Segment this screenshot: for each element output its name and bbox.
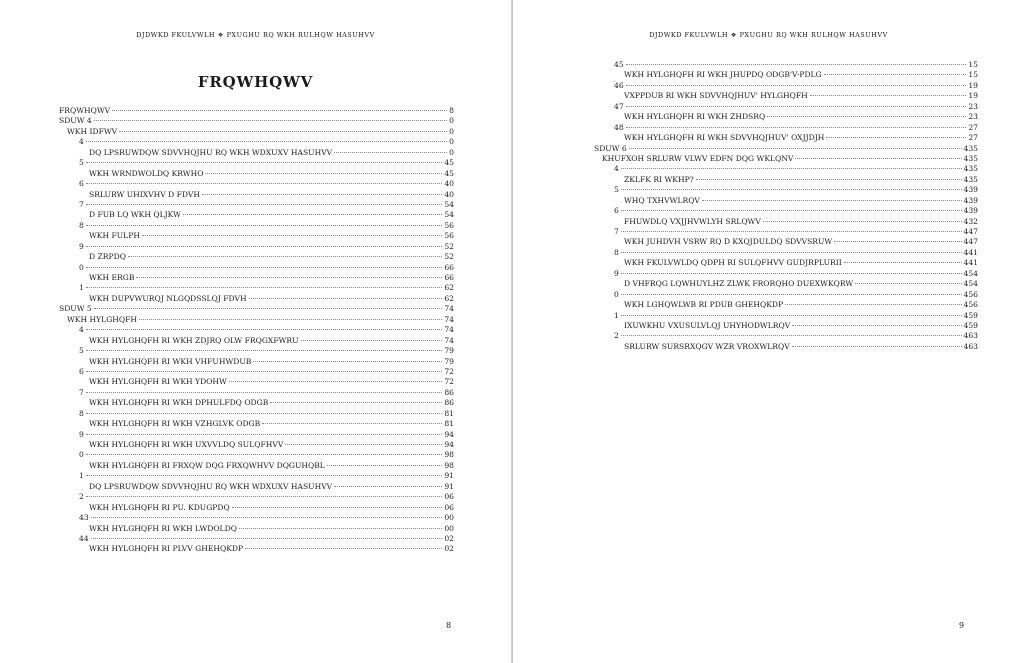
toc-entry[interactable]: [59, 430, 454, 440]
toc-entry[interactable]: [59, 524, 454, 534]
toc-entry-page: 23: [968, 112, 978, 122]
toc-entry[interactable]: [59, 116, 454, 126]
toc-entry-page: 86: [444, 387, 454, 397]
dot-leader: [86, 349, 442, 351]
dot-leader: [826, 136, 966, 138]
toc-entry-title: WKH HYLGHQFH RI WKH VZHGLVK ODGB: [89, 419, 261, 429]
toc-entry[interactable]: [594, 185, 978, 195]
dot-leader: [621, 209, 962, 211]
toc-entry-title: 4: [614, 164, 619, 174]
dot-leader: [86, 474, 442, 476]
toc-entry-page: 435: [963, 153, 978, 163]
dot-leader: [136, 276, 442, 278]
toc-entry-page: 15: [968, 70, 978, 80]
toc-entry[interactable]: [59, 325, 454, 335]
toc-entry-title: 43: [79, 513, 89, 523]
toc-entry-title: ZKLFK RI WKHP?: [624, 174, 694, 184]
toc-entry[interactable]: [59, 419, 454, 429]
toc-entry[interactable]: [59, 513, 454, 523]
toc-entry-page: 19: [968, 91, 978, 101]
toc-entry-title: WKH HYLGHQFH RI WKH UXVVLDQ SULQFHVV: [89, 440, 284, 449]
toc-entry-title: WKH DUPVWURQJ NLGQDSSLQJ FDVH: [89, 293, 247, 303]
toc-entry-title: 7: [79, 199, 84, 209]
dot-leader: [621, 167, 962, 169]
dot-leader: [86, 266, 442, 268]
toc-entry-title: WKH HYLGHQFH RI WKH VHFUHWDUB: [89, 356, 252, 366]
dot-leader: [763, 220, 962, 222]
dot-leader: [239, 527, 442, 529]
dot-leader: [94, 307, 443, 309]
toc-entry-page: 45: [444, 168, 454, 178]
toc-entry[interactable]: [59, 336, 454, 346]
toc-entry-page: 435: [963, 164, 978, 174]
toc-entry-page: 74: [444, 325, 454, 335]
dot-leader: [86, 495, 442, 497]
dot-leader: [119, 130, 447, 132]
toc-entry-page: 94: [444, 440, 454, 449]
dot-leader: [621, 272, 962, 274]
toc-entry-title: SRLURW UHIXVHV D FDVH: [89, 189, 200, 199]
toc-entry-page: 79: [444, 346, 454, 356]
toc-entry-page: 74: [444, 304, 454, 314]
toc-entry-title: WKH HYLGHQFH RI WKH ZHDSRQ: [624, 112, 766, 122]
toc-entry-page: 27: [968, 122, 978, 132]
toc-entry-page: 62: [444, 283, 454, 293]
toc-entry-page: 79: [444, 356, 454, 366]
dot-leader: [183, 213, 442, 215]
toc-entry[interactable]: [59, 409, 454, 419]
toc-entry[interactable]: [59, 315, 454, 325]
running-header: [513, 31, 1024, 39]
toc-entry[interactable]: [594, 81, 978, 91]
toc-entry-title: 8: [79, 220, 84, 230]
dot-leader: [792, 324, 961, 326]
dot-leader: [86, 328, 442, 330]
toc-entry-title: 6: [79, 366, 84, 376]
ornament-icon: ❖: [217, 31, 224, 39]
toc-entry[interactable]: [594, 70, 978, 80]
dot-leader: [621, 314, 962, 316]
toc-entry-title: WKH HYLGHQFH RI WKH DPHULFDQ ODGB: [89, 398, 269, 408]
dot-leader: [245, 547, 442, 549]
dot-leader: [139, 318, 442, 320]
toc-entry-page: 86: [444, 398, 454, 408]
toc-entry-title: DQ LPSRUWDQW SDVVHQJHU RQ WKH WDXUXV HASUHVV: [89, 147, 333, 157]
header-author: DJDWKD FKULVWLH: [649, 31, 729, 39]
toc-entry[interactable]: [594, 237, 978, 247]
toc-entry-page: 52: [444, 241, 454, 251]
dot-leader: [86, 370, 442, 372]
toc-entry[interactable]: [594, 164, 978, 174]
toc-entry-title: D FUB LQ WKH QLJKW: [89, 210, 181, 220]
header-author: DJDWKD FKULVWLH: [136, 31, 216, 39]
toc-entry[interactable]: [59, 210, 454, 220]
toc-entry[interactable]: [594, 123, 978, 133]
toc-entry-title: SDUW 6: [594, 143, 627, 153]
toc-entry[interactable]: [594, 175, 978, 185]
dot-leader: [94, 119, 447, 121]
toc-entry-page: 74: [444, 335, 454, 345]
toc-entry-page: 98: [444, 450, 454, 460]
toc-entry-title: 1: [79, 283, 84, 293]
toc-entry-page: 66: [444, 273, 454, 282]
toc-entry[interactable]: [59, 377, 454, 387]
toc-entry[interactable]: [59, 221, 454, 231]
toc-entry-page: 94: [444, 429, 454, 439]
dot-leader: [91, 537, 443, 539]
right-page: [513, 0, 1024, 663]
toc-entry[interactable]: [59, 482, 454, 492]
toc-entry-title: WKH HYLGHQFH RI WKH ZDJRQ OLW FRQGXFWRU: [89, 335, 299, 345]
toc-entry-title: WKH FULPH: [89, 231, 140, 241]
toc-entry[interactable]: [594, 217, 978, 227]
toc-entry-page: 439: [963, 206, 978, 216]
toc-entry[interactable]: [59, 242, 454, 252]
toc-entry-page: 441: [963, 258, 978, 268]
dot-leader: [112, 109, 447, 111]
toc-entry[interactable]: [594, 279, 978, 289]
dot-leader: [262, 422, 442, 424]
toc-list: [59, 106, 454, 555]
toc-entry[interactable]: [59, 492, 454, 502]
toc-entry-page: 439: [963, 185, 978, 195]
toc-entry-page: 454: [963, 279, 978, 289]
toc-entry-title: 4: [79, 325, 84, 335]
dot-leader: [855, 282, 961, 284]
toc-entry-page: 447: [963, 237, 978, 247]
toc-entry-page: 0: [449, 126, 454, 136]
toc-entry[interactable]: [59, 158, 454, 168]
toc-entry[interactable]: [59, 190, 454, 200]
toc-entry[interactable]: [594, 227, 978, 237]
toc-entry[interactable]: [59, 294, 454, 304]
toc-entry-title: WKH HYLGHQFH RI PU. KDUGPDQ: [89, 502, 230, 512]
toc-entry-page: 91: [444, 471, 454, 481]
dot-leader: [334, 485, 442, 487]
toc-entry[interactable]: [594, 331, 978, 341]
toc-entry-title: WKH HYLGHQFH RI FRXQW DQG FRXQWHVV DQGUHQBL: [89, 460, 325, 470]
toc-title: FRQWHQWV: [197, 73, 314, 91]
toc-entry-page: 00: [444, 523, 454, 533]
dot-leader: [696, 178, 962, 180]
toc-entry-page: 74: [444, 314, 454, 324]
dot-leader: [86, 453, 442, 455]
dot-leader: [626, 84, 967, 86]
toc-entry[interactable]: [594, 112, 978, 122]
toc-entry-title: 44: [79, 533, 89, 543]
toc-entry-page: 56: [444, 220, 454, 230]
toc-entry-page: 54: [444, 210, 454, 220]
toc-entry[interactable]: [594, 258, 978, 268]
toc-entry-page: 456: [963, 300, 978, 310]
toc-entry[interactable]: [594, 133, 978, 143]
toc-entry-title: 2: [614, 331, 619, 341]
dot-leader: [621, 188, 962, 190]
toc-entry-page: 27: [968, 133, 978, 143]
toc-entry[interactable]: [59, 148, 454, 158]
toc-entry-title: KHUFXOH SRLURW VLWV EDFN DQG WKLQNV: [602, 153, 794, 163]
dot-leader: [86, 245, 442, 247]
dot-leader: [202, 193, 442, 195]
toc-entry-page: 463: [963, 341, 978, 351]
toc-entry-page: 456: [963, 289, 978, 299]
toc-entry-title: 45: [614, 60, 624, 69]
toc-entry-page: 23: [968, 101, 978, 111]
toc-entry-title: 5: [79, 346, 84, 356]
toc-entry[interactable]: [594, 321, 978, 331]
toc-entry[interactable]: [59, 544, 454, 554]
dot-leader: [301, 339, 443, 341]
dot-leader: [205, 172, 442, 174]
toc-entry[interactable]: [59, 263, 454, 273]
toc-entry-title: WKH HYLGHQFH RI WKH YDOHW: [89, 377, 227, 387]
dot-leader: [86, 391, 442, 393]
dot-leader: [810, 94, 967, 96]
toc-entry-title: 48: [614, 122, 624, 132]
toc-entry[interactable]: [594, 60, 978, 70]
toc-entry-page: 0: [449, 147, 454, 157]
toc-entry-title: 6: [614, 206, 619, 216]
toc-entry[interactable]: [59, 450, 454, 460]
toc-entry-page: 439: [963, 195, 978, 205]
dot-leader: [702, 199, 962, 201]
dot-leader: [824, 73, 967, 75]
toc-entry[interactable]: [59, 106, 454, 116]
toc-entry-page: 441: [963, 247, 978, 257]
running-header: [0, 31, 511, 39]
toc-list: [594, 60, 978, 352]
toc-entry-title: WKH ERGB: [89, 273, 135, 282]
dot-leader: [621, 251, 962, 253]
toc-entry[interactable]: [594, 311, 978, 321]
toc-entry[interactable]: [59, 179, 454, 189]
toc-entry-title: WHQ TXHVWLRQV: [624, 195, 700, 205]
toc-entry-page: 52: [444, 252, 454, 262]
dot-leader: [249, 297, 443, 299]
toc-entry[interactable]: [59, 200, 454, 210]
dot-leader: [327, 464, 442, 466]
toc-entry-page: 02: [444, 544, 454, 554]
toc-entry-title: 8: [614, 247, 619, 257]
dot-leader: [621, 293, 962, 295]
toc-entry[interactable]: [59, 461, 454, 471]
toc-entry[interactable]: [59, 273, 454, 283]
dot-leader: [86, 140, 447, 142]
toc-entry[interactable]: [594, 206, 978, 216]
toc-entry-title: 9: [79, 429, 84, 439]
toc-entry-page: 0: [449, 137, 454, 147]
toc-entry-title: VXPPDUB RI WKH SDVVHQJHUV' HYLGHQFH: [624, 91, 808, 101]
toc-entry-page: 91: [444, 481, 454, 491]
toc-entry-title: SRLURW SURSRXQGV WZR VROXWLRQV: [624, 341, 790, 351]
toc-entry-page: 40: [444, 179, 454, 189]
left-page: [0, 0, 511, 663]
dot-leader: [795, 157, 961, 159]
toc-entry-title: WKH HYLGHQFH RI WKH SDVVHQJHUV' OXJJDJH: [624, 133, 825, 143]
header-book-title: PXUGHU RQ WKH RULHQW HASUHVV: [739, 31, 888, 39]
toc-entry-page: 447: [963, 227, 978, 236]
toc-entry[interactable]: [59, 471, 454, 481]
dot-leader: [142, 234, 442, 236]
toc-entry-title: WKH HYLGHQFH RI WKH JHUPDQ ODGB'V-PDLG: [624, 70, 822, 80]
toc-entry-page: 459: [963, 310, 978, 320]
toc-entry[interactable]: [59, 388, 454, 398]
toc-entry-title: 7: [79, 387, 84, 397]
toc-entry-title: WKH LGHQWLWB RI PDUB GHEHQKDP: [624, 300, 784, 310]
dot-leader: [270, 401, 442, 403]
dot-leader: [232, 506, 443, 508]
toc-entry-page: 06: [444, 502, 454, 512]
toc-entry-page: 15: [968, 60, 978, 69]
toc-entry-page: 02: [444, 533, 454, 543]
toc-entry-title: 5: [614, 185, 619, 195]
toc-entry-page: 435: [963, 174, 978, 184]
dot-leader: [86, 224, 442, 226]
toc-entry-page: 98: [444, 460, 454, 470]
dot-leader: [285, 443, 442, 445]
page-number: 9: [959, 621, 965, 630]
toc-entry-title: 9: [614, 268, 619, 278]
toc-entry-title: 0: [79, 450, 84, 460]
toc-entry-title: FHUWDLQ VXJJHVWLYH SRLQWV: [624, 216, 761, 226]
toc-entry-page: 0: [449, 116, 454, 126]
toc-entry[interactable]: [594, 300, 978, 310]
toc-entry-title: 6: [79, 179, 84, 189]
toc-entry[interactable]: [59, 252, 454, 262]
toc-entry[interactable]: [594, 154, 978, 164]
toc-entry-title: SDUW 5: [59, 304, 92, 314]
dot-leader: [86, 433, 442, 435]
toc-entry-title: 4: [79, 137, 84, 147]
toc-entry-title: 7: [614, 227, 619, 236]
toc-entry[interactable]: [59, 346, 454, 356]
toc-entry-title: DQ LPSRUWDQW SDVVHQJHU RQ WKH WDXUXV HASUHVV: [89, 481, 333, 491]
toc-entry[interactable]: [594, 144, 978, 154]
toc-entry[interactable]: [594, 248, 978, 258]
toc-entry-title: FRQWHQWV: [59, 106, 111, 115]
toc-entry-title: WKH HYLGHQFH RI WKH LWDOLDQ: [89, 523, 237, 533]
page-number: 8: [446, 621, 452, 630]
dot-leader: [253, 360, 442, 362]
toc-entry-title: 1: [79, 471, 84, 481]
toc-entry[interactable]: [594, 290, 978, 300]
toc-entry[interactable]: [594, 102, 978, 112]
dot-leader: [629, 147, 962, 149]
toc-entry[interactable]: [59, 137, 454, 147]
toc-entry[interactable]: [594, 269, 978, 279]
toc-entry-page: 00: [444, 513, 454, 523]
dot-leader: [626, 105, 967, 107]
dot-leader: [621, 230, 962, 232]
ornament-icon: ❖: [730, 31, 737, 39]
toc-entry-page: 463: [963, 331, 978, 341]
toc-entry-page: 62: [444, 293, 454, 303]
toc-entry[interactable]: [59, 534, 454, 544]
dot-leader: [91, 516, 443, 518]
toc-entry-title: IXUWKHU VXUSULVLQJ UHYHODWLRQV: [624, 320, 791, 330]
dot-leader: [792, 345, 962, 347]
toc-entry-title: 47: [614, 101, 624, 111]
toc-entry-title: WKH WRNDWOLDQ KRWHO: [89, 168, 204, 178]
toc-entry[interactable]: [594, 91, 978, 101]
dot-leader: [785, 303, 961, 305]
toc-entry[interactable]: [59, 304, 454, 314]
toc-entry-title: WKH FKULVWLDQ QDPH RI SULQFHVV GUDJRPLURII: [624, 258, 842, 268]
toc-entry[interactable]: [59, 169, 454, 179]
dot-leader: [334, 151, 447, 153]
header-book-title: PXUGHU RQ WKH RULHQW HASUHVV: [226, 31, 375, 39]
toc-entry-title: D VHFRQG LQWHUYLHZ ZLWK FRORQHO DUEXWKQRW: [624, 279, 854, 289]
toc-entry-title: D ZRPDQ: [89, 252, 126, 262]
toc-entry[interactable]: [594, 342, 978, 352]
toc-entry-page: 54: [444, 199, 454, 209]
dot-leader: [834, 240, 961, 242]
toc-entry-page: 72: [444, 366, 454, 376]
toc-entry[interactable]: [59, 440, 454, 450]
toc-entry-title: 8: [79, 408, 84, 418]
toc-entry-page: 19: [968, 80, 978, 90]
toc-entry-title: WKH HYLGHQFH: [67, 314, 137, 324]
toc-entry-page: 56: [444, 231, 454, 241]
toc-entry[interactable]: [594, 196, 978, 206]
toc-entry-page: 40: [444, 189, 454, 199]
toc-entry-page: 432: [963, 216, 978, 226]
toc-entry[interactable]: [59, 231, 454, 241]
toc-entry[interactable]: [59, 283, 454, 293]
dot-leader: [767, 115, 966, 117]
toc-entry-page: 81: [444, 419, 454, 429]
toc-entry-title: WKH HYLGHQFH RI PLVV GHEHQKDP: [89, 544, 244, 554]
toc-entry[interactable]: [59, 503, 454, 513]
toc-entry-title: 1: [614, 310, 619, 320]
dot-leader: [844, 261, 962, 263]
dot-leader: [128, 255, 442, 257]
dot-leader: [229, 380, 443, 382]
dot-leader: [86, 182, 442, 184]
toc-entry-title: 9: [79, 241, 84, 251]
toc-entry-title: 46: [614, 80, 624, 90]
toc-entry-title: WKH IDFWV: [67, 126, 118, 136]
toc-entry-title: 5: [79, 158, 84, 168]
toc-entry-page: 06: [444, 492, 454, 502]
dot-leader: [86, 286, 442, 288]
toc-entry-title: SDUW 4: [59, 116, 92, 126]
toc-entry-page: 66: [444, 262, 454, 272]
toc-entry-page: 454: [963, 268, 978, 278]
toc-entry-title: 0: [614, 289, 619, 299]
toc-entry[interactable]: [59, 367, 454, 377]
toc-entry[interactable]: [59, 357, 454, 367]
toc-entry-title: 2: [79, 492, 84, 502]
toc-entry-page: 435: [963, 143, 978, 153]
dot-leader: [86, 412, 442, 414]
dot-leader: [626, 126, 967, 128]
toc-entry-page: 459: [963, 320, 978, 330]
toc-entry-page: 81: [444, 408, 454, 418]
toc-entry-page: 8: [449, 106, 454, 115]
toc-entry[interactable]: [59, 127, 454, 137]
toc-entry-title: 0: [79, 262, 84, 272]
toc-entry[interactable]: [59, 398, 454, 408]
dot-leader: [86, 161, 442, 163]
toc-entry-page: 45: [444, 158, 454, 168]
dot-leader: [621, 334, 962, 336]
toc-entry-page: 72: [444, 377, 454, 387]
dot-leader: [86, 203, 442, 205]
dot-leader: [626, 63, 967, 65]
toc-entry-title: WKH JUHDVH VSRW RQ D KXQJDULDQ SDVVSRUW: [624, 237, 833, 247]
